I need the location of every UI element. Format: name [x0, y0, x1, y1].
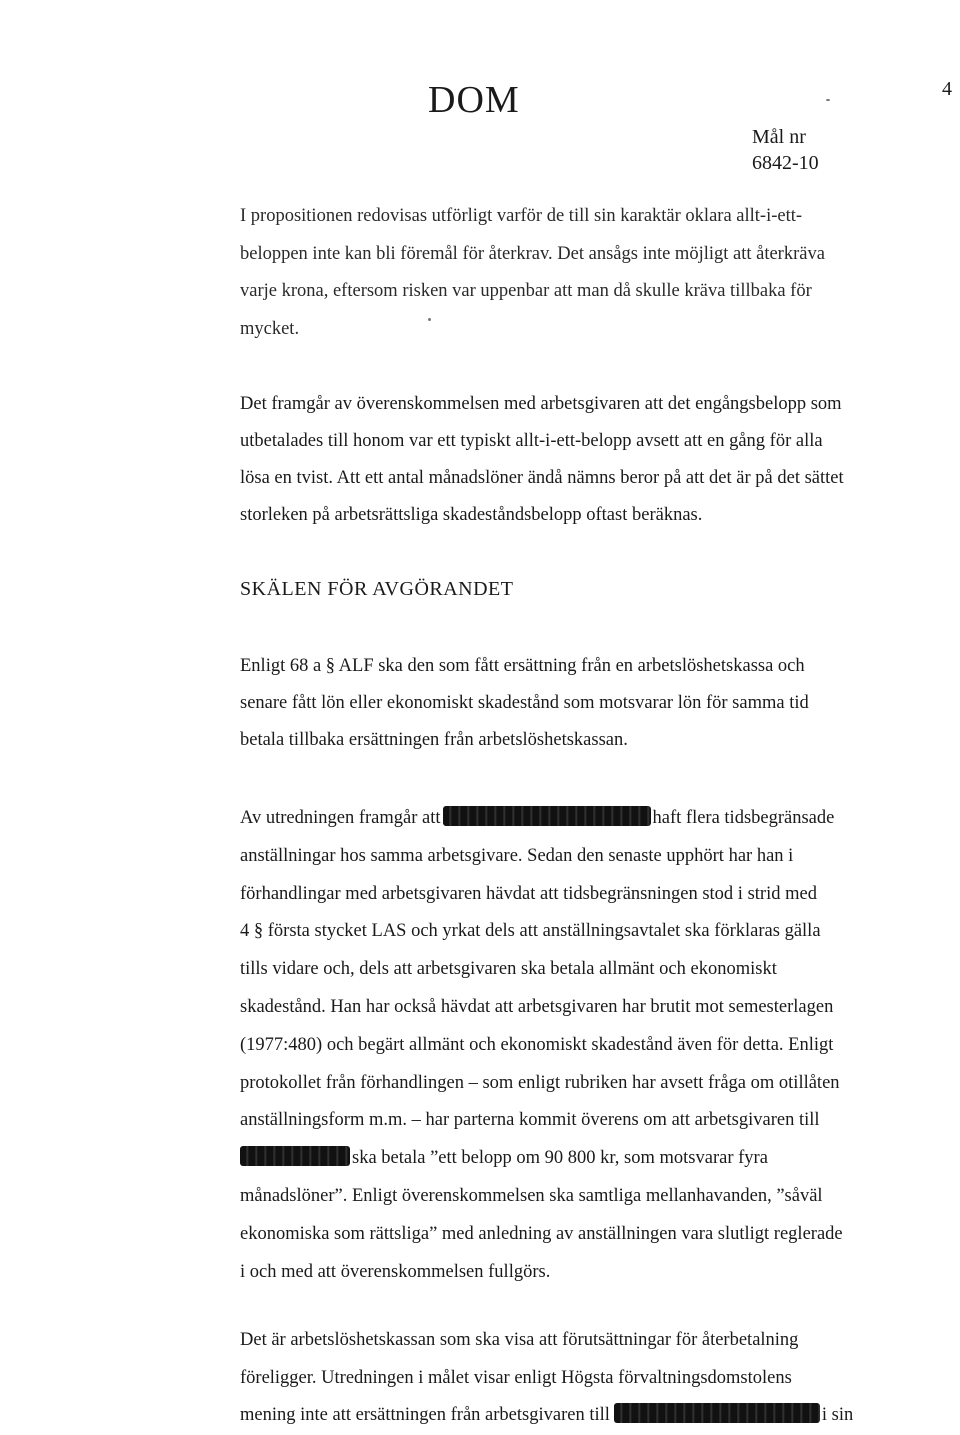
case-number-label: Mål nr — [752, 126, 806, 148]
text-line — [240, 800, 940, 838]
text-line: mycket. — [240, 318, 300, 339]
text-segment: ska betala ”ett belopp om 90 800 kr, som motsvarar fyra — [352, 1148, 768, 1169]
text-line: beloppen inte kan bli föremål för återkrav. Det ansågs inte möjligt att återkräva — [240, 243, 825, 264]
text-line: anställningar hos samma arbetsgivare. Sedan den senaste upphört har han i — [240, 845, 794, 866]
section-heading: SKÄLEN FÖR AVGÖRANDET — [240, 578, 514, 600]
text-line: I propositionen redovisas utförligt varför de till sin karaktär oklara allt-i-ett- — [240, 206, 803, 226]
text-line: förhandlingar med arbetsgivaren hävdat att tidsbegränsningen stod i strid med — [240, 883, 817, 904]
text-line: lösa en tvist. Att ett antal månadslöner ändå nämns beror på att det är på det sättet — [240, 468, 844, 488]
redaction-block — [443, 806, 651, 826]
text-line: (1977:480) och begärt allmänt och ekonomiskt skadestånd även för detta. Enligt — [240, 1034, 834, 1055]
text-segment: Av utredningen framgår att — [240, 808, 441, 828]
document-title: DOM — [428, 79, 520, 121]
paragraph — [240, 1322, 940, 1435]
text-line: tills vidare och, dels att arbetsgivaren ska betala allmänt och ekonomiskt — [240, 959, 777, 980]
case-number: 6842-10 — [752, 152, 819, 174]
text-line: 4 § första stycket LAS och yrkat dels att anställningsavtalet ska förklaras gälla — [240, 921, 821, 942]
text-segment: i sin — [821, 1405, 854, 1425]
paragraph — [240, 198, 940, 348]
text-line: Enligt 68 a § ALF ska den som fått ersättning från en arbetslöshetskassa och — [240, 656, 805, 676]
redaction-block — [614, 1403, 820, 1423]
text-line: skadestånd. Han har också hävdat att arbetsgivaren har brutit mot semesterlagen — [240, 996, 834, 1017]
text-line: protokollet från förhandlingen – som enligt rubriken har avsett fråga om otillåten — [240, 1072, 840, 1093]
page-number: 4 — [942, 78, 952, 100]
text-line — [240, 1397, 940, 1435]
paragraph — [240, 648, 940, 759]
scan-speck — [826, 99, 830, 101]
text-segment: mening inte att ersättningen från arbetsgivaren till — [240, 1405, 610, 1425]
text-line: utbetalades till honom var ett typiskt allt-i-ett-belopp avsett att en gång för alla — [240, 431, 823, 451]
paragraph — [240, 386, 940, 534]
text-line: varje krona, eftersom risken var uppenbar att man då skulle kräva tillbaka för — [240, 281, 812, 301]
text-line: Det framgår av överenskommelsen med arbetsgivaren att det engångsbelopp som — [240, 394, 842, 414]
text-segment: haft flera tidsbegränsade — [652, 808, 835, 828]
text-line: föreligger. Utredningen i målet visar enligt Högsta förvaltningsdomstolens — [240, 1367, 792, 1388]
redaction-block — [240, 1146, 350, 1166]
text-line: senare fått lön eller ekonomiskt skadestånd som motsvarar lön för samma tid — [240, 693, 809, 713]
text-line: Det är arbetslöshetskassan som ska visa att förutsättningar för återbetalning — [240, 1330, 799, 1350]
text-line: i och med att överenskommelsen fullgörs. — [240, 1261, 551, 1282]
text-line: anställningsform m.m. – har parterna kommit överens om att arbetsgivaren till — [240, 1110, 820, 1131]
text-line — [240, 1140, 940, 1178]
text-line: betala tillbaka ersättningen från arbetslöshetskassan. — [240, 730, 628, 750]
text-line: månadslöner”. Enligt överenskommelsen ska samtliga mellanhavanden, ”såväl — [240, 1185, 823, 1206]
text-line: storleken på arbetsrättsliga skadeståndsbelopp oftast beräknas. — [240, 505, 703, 525]
paragraph — [240, 800, 940, 1291]
case-number-block — [752, 124, 819, 176]
text-line: ekonomiska som rättsliga” med anledning av anställningen vara slutligt reglerade — [240, 1223, 843, 1244]
